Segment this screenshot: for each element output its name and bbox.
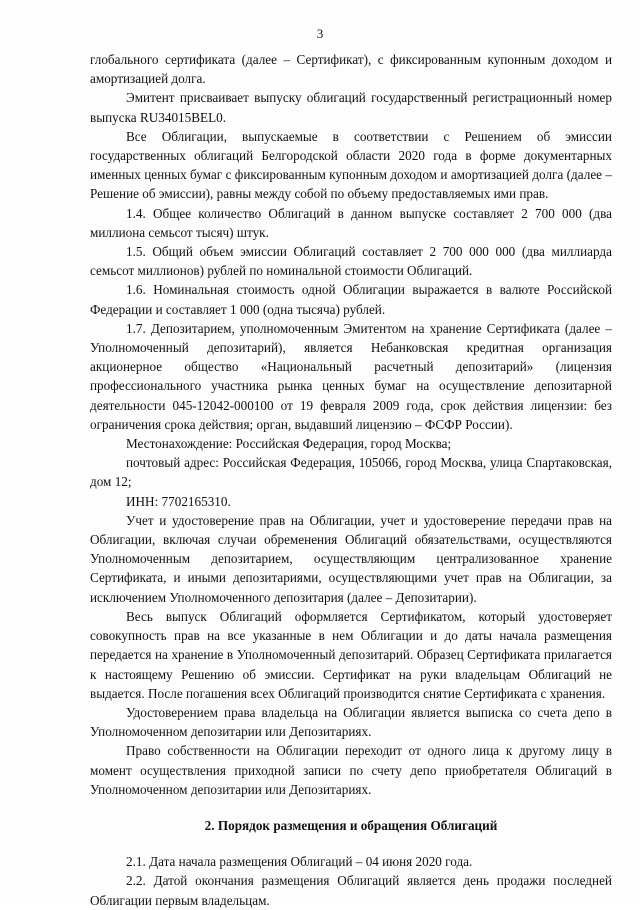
document-body [90, 50, 612, 910]
paragraph-ownership-transfer: Право собственности на Облигации переходит от одного лица к другому лицу в момент осуществления приходной записи по счету депо приобретателя Облигаций в Уполномоченном депозитарии или Депозитариях. [90, 743, 612, 797]
paragraph-equal-rights: Все Облигации, выпускаемые в соответствии с Решением об эмиссии государственных облигаций Белгородской области 2020 года в форме документарных именных ценных бумаг с фиксированным купонным доходом и амортизацией долга (далее – Решение об эмиссии), равны между собой по объему предоставляемых ими прав. [90, 128, 612, 202]
section-heading: 2. Порядок размещения и обращения Облигаций [204, 817, 498, 833]
paragraph-rights-accounting: Учет и удостоверение прав на Облигации, учет и удостоверение передачи прав на Облигации, включая случаи обременения Облигаций обязательствами, осуществляются Уполномоченным депозитарием, осуществляющим централизованное хранение Сертификата, и иными депозитариями, осуществляющими учет прав на Облигации, за исключением Уполномоченного депозитария (далее – Депозитарии). [90, 512, 612, 605]
page-number: 3 [316, 26, 324, 41]
paragraph-ownership-proof: Удостоверением права владельца на Облигации является выписка со счета депо в Уполномоченном депозитарии или Депозитариях. [90, 704, 612, 740]
paragraph-1-5-volume: 1.5. Общий объем эмиссии Облигаций составляет 2 700 000 000 (два миллиарда семьсот миллионов) рублей по номинальной стоимости Облигаций. [90, 244, 612, 279]
paragraph-postal-address: почтовый адрес: Российская Федерация, 105066, город Москва, улица Спартаковская, дом 12; [90, 455, 612, 490]
paragraph-1-4-quantity: 1.4. Общее количество Облигаций в данном выпуске составляет 2 700 000 (два миллиона семьсот тысяч) штук. [90, 205, 612, 240]
paragraph-inn: ИНН: 7702165310. [126, 493, 231, 509]
paragraph-location: Местонахождение: Российская Федерация, город Москва; [126, 436, 452, 452]
paragraph-1-7-depositary: 1.7. Депозитарием, уполномоченным Эмитентом на хранение Сертификата (далее – Уполномоченный депозитарий), является Небанковская кредитная организация акционерное общество «Национальный расчетный депозитарий» (лицензия профессионального участника рынка ценных бумаг на осуществление депозитарной деятельности 045-12042-000100 от 19 февраля 2009 года, срок действия лицензии: без ограничения срока действия; орган, выдавший лицензию – ФСФР России). [90, 320, 612, 432]
paragraph-2-1-start-date: 2.1. Дата начала размещения Облигаций – 04 июня 2020 года. [126, 854, 473, 870]
paragraph-certificate: Весь выпуск Облигаций оформляется Сертификатом, который удостоверяет совокупность прав на все указанные в нем Облигации и до даты начала размещения передается на хранение в Уполномоченный депозитарий. Образец Сертификата прилагается к настоящему Решению об эмиссии. Сертификат на руки владельцам Облигаций не выдается. После погашения всех Облигаций производится снятие Сертификата с хранения. [90, 608, 612, 701]
paragraph-2-2-end-date: 2.2. Датой окончания размещения Облигаций является день продажи последней Облигации первым владельцам. [90, 873, 612, 908]
paragraph-1-6-nominal: 1.6. Номинальная стоимость одной Облигации выражается в валюте Российской Федерации и составляет 1 000 (одна тысяча) рублей. [90, 282, 612, 317]
paragraph-continuation: глобального сертификата (далее – Сертификат), с фиксированным купонным доходом и амортизацией долга. [90, 52, 612, 87]
paragraph-registration-number: Эмитент присваивает выпуску облигаций государственный регистрационный номер выпуска RU34015BEL0. [90, 90, 612, 125]
